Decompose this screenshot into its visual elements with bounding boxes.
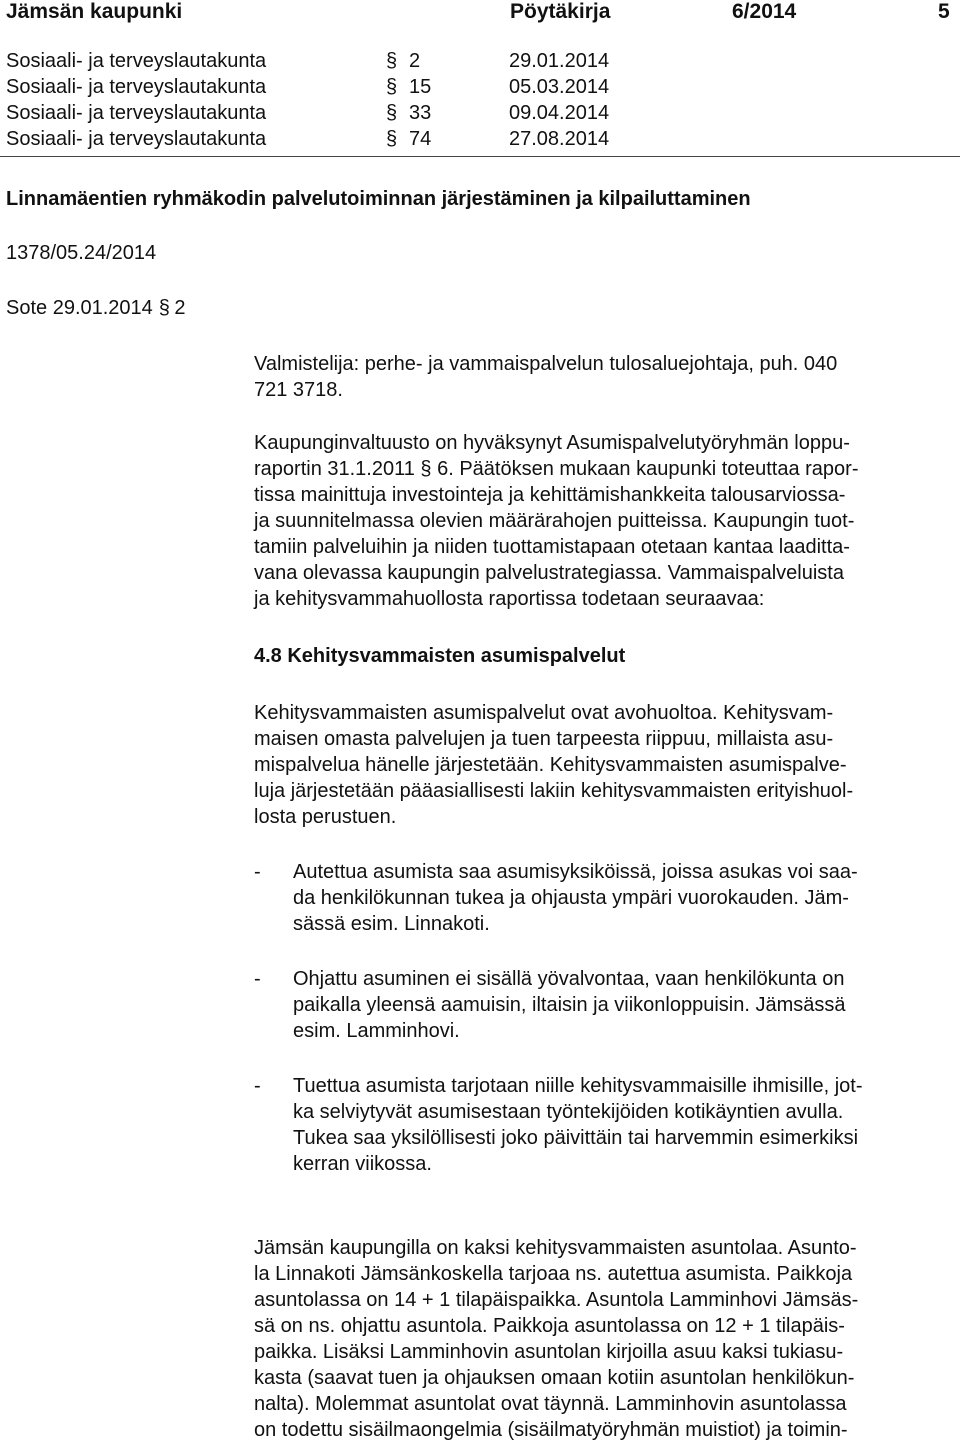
header-divider — [0, 156, 960, 157]
section-number: 74 — [409, 128, 432, 150]
page-number: 5 — [938, 0, 950, 23]
meeting-date: 29.01.2014 — [509, 50, 610, 72]
board-name: Sosiaali- ja terveyslautakunta — [6, 76, 267, 98]
issue-number: 6/2014 — [732, 0, 797, 23]
sote-reference-number: 2 — [174, 297, 186, 319]
reference-row — [6, 128, 956, 154]
sote-reference — [6, 297, 185, 320]
board-name: Sosiaali- ja terveyslautakunta — [6, 102, 267, 124]
section-heading: 4.8 Kehitysvammaisten asumispalvelut — [254, 645, 626, 667]
sote-reference-prefix: Sote 29.01.2014 — [6, 297, 153, 319]
bullet-dash: - — [254, 968, 261, 990]
section-number: 33 — [409, 102, 432, 124]
section-paragraph: Kehitysvammaisten asumispalvelut ovat avohuoltoa. Kehitysvam- maisen omasta palvelujen ja tuen tarpeesta riippuu, millaista asu- mispalvelua hänelle järjestetään. Kehitysvammaisten asumispalve- luja järjestetään pääasiallisesti lakiin kehitysvammaisten erityishuol- losta perustuen. — [254, 702, 854, 828]
section-number: 2 — [409, 50, 421, 72]
reference-row — [6, 102, 956, 128]
section-sign-icon: § — [158, 297, 170, 319]
section-sign-icon: § — [386, 102, 398, 124]
section-number: 15 — [409, 76, 432, 98]
intro-paragraph: Kaupunginvaltuusto on hyväksynyt Asumispalvelutyöryhmän loppu- raportin 31.1.2011 § 6. Päätöksen mukaan kaupunki toteuttaa rapor- tissa mainittuja investointeja ja kehittämishankkeita talousarviossa- ja suunnitelmassa olevien määrärahojen puitteissa. Kaupungin tuot- tamiin palveluihin ja niiden tuottamistapaan otetaan kantaa laadittа- vana olevassa kaupungin palvelustrategiassa. Vammaispalveluista ja kehitysvammahuollosta raportissa todetaan seuraavaa: — [254, 432, 859, 610]
meeting-date: 09.04.2014 — [509, 102, 610, 124]
diary-number: 1378/05.24/2014 — [6, 242, 157, 264]
meeting-date: 05.03.2014 — [509, 76, 610, 98]
section-sign-icon: § — [386, 50, 398, 72]
board-name: Sosiaali- ja terveyslautakunta — [6, 50, 267, 72]
page-header — [0, 0, 960, 30]
section-sign-icon: § — [386, 128, 398, 150]
reference-row — [6, 76, 956, 102]
document-title: Linnamäentien ryhmäkodin palvelutoiminnan järjestäminen ja kilpailuttaminen — [6, 188, 751, 210]
reference-row — [6, 50, 956, 76]
preparer-line: Valmistelija: perhe- ja vammaispalvelun tulosaluejohtaja, puh. 040 721 3718. — [254, 353, 838, 401]
list-item-text: Tuettua asumista tarjotaan niille kehitysvammaisille ihmisille, jot- ka selviytyvät asumisestaan työntekijöiden kotikäyntien avulla. Tukea saa yksilöllisesti joko päivittäin tai harvemmin esimerkiksi kerran viikossa. — [293, 1075, 863, 1175]
list-item-text: Autettua asumista saa asumisyksiköissä, joissa asukas voi saa- da henkilökunnan tukea ja ohjausta ympäri vuorokauden. Jäm- sässä esim. Linnakoti. — [293, 861, 858, 935]
section-sign-icon: § — [386, 76, 398, 98]
board-name: Sosiaali- ja terveyslautakunta — [6, 128, 267, 150]
closing-paragraph: Jämsän kaupungilla on kaksi kehitysvammaisten asuntolaa. Asunto- la Linnakoti Jämsänkoskella tarjoaa ns. autettua asumista. Paikkoja asuntolassa on 14 + 1 tilapäispaikka. Asuntola Lamminhovi Jämsäs- sä on ns. ohjattu asuntola. Paikkoja asuntolassa on 12 + 1 tilapäis- paikka. Lisäksi Lamminhovin asuntolan kirjoilla asuu kaksi tukiasu- kasta (saavat tuen ja ohjauksen omaan kotiin asuntolan henkilökun- nalta). Molemmat asuntolat ovat täynnä. Lamminhovin asuntolassa on todettu sisäilmaongelmia (sisäilmatyöryhmän muistiot) ja toimin- — [254, 1237, 859, 1441]
meeting-date: 27.08.2014 — [509, 128, 610, 150]
bullet-dash: - — [254, 1075, 261, 1097]
list-item-text: Ohjattu asuminen ei sisällä yövalvontaa, vaan henkilökunta on paikalla yleensä aamuisin, iltaisin ja viikonloppuisin. Jämsässä esim. Lamminhovi. — [293, 968, 846, 1042]
organization-name: Jämsän kaupunki — [6, 0, 183, 23]
document-type: Pöytäkirja — [510, 0, 611, 23]
bullet-dash: - — [254, 861, 261, 883]
